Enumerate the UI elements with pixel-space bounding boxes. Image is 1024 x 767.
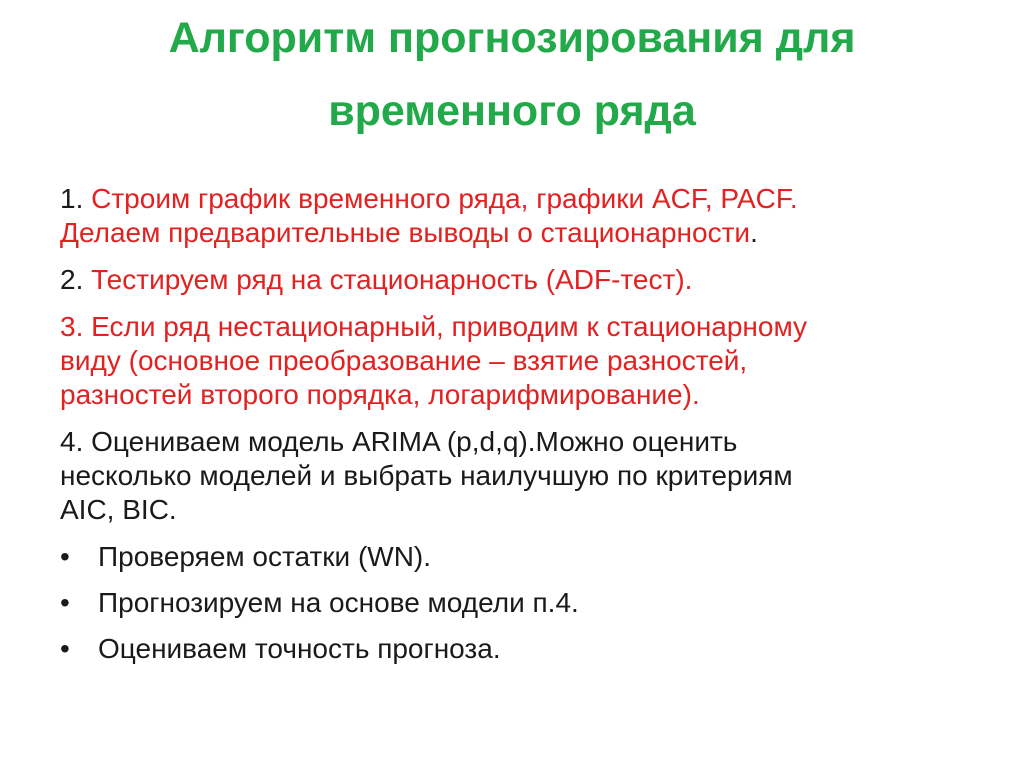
bullet-marker: • (60, 587, 70, 618)
step-2-text-1: Тестируем ряд на стационарность (ADF-тест). (91, 264, 693, 295)
algorithm-steps-list (60, 182, 980, 678)
step-3 (60, 310, 980, 412)
bullet-marker: • (60, 541, 70, 572)
step-2 (60, 263, 980, 297)
step-3-number: 3. (60, 311, 84, 342)
step-4-number: 4. (60, 426, 84, 457)
step-1-text-1: Строим график временного ряда, графики ACF, PACF. (91, 183, 798, 214)
step-4-line-1 (60, 425, 980, 459)
step-1-period: . (750, 217, 758, 248)
step-4 (60, 425, 980, 527)
step-2-number: 2. (60, 264, 84, 295)
step-1-number: 1. (60, 183, 84, 214)
step-1-line-2 (60, 216, 980, 250)
step-3-text-1: Если ряд нестационарный, приводим к стационарному (91, 311, 808, 342)
step-1 (60, 182, 980, 250)
bullet-text: Проверяем остатки (WN). (98, 541, 432, 572)
bullet-marker: • (60, 633, 70, 664)
step-4-line-2: несколько моделей и выбрать наилучшую по критериям (60, 460, 793, 491)
slide-title (0, 2, 1024, 148)
step-2-line-1 (60, 263, 980, 297)
step-3-line-2: виду (основное преобразование – взятие разностей, (60, 345, 748, 376)
step-4-text-1: Оцениваем модель ARIMA (p,d,q).Можно оценить (91, 426, 738, 457)
title-line-2: временного ряда (328, 87, 696, 135)
bullet-item-check-residuals (60, 540, 980, 574)
step-1-line-1 (60, 182, 980, 216)
bullet-text: Оцениваем точность прогноза. (98, 633, 501, 664)
bullet-text: Прогнозируем на основе модели п.4. (98, 587, 579, 618)
step-3-line-3: разностей второго порядка, логарифмирование). (60, 379, 700, 410)
title-line-1: Алгоритм прогнозирования для (168, 14, 856, 62)
step-4-line-3: AIC, BIC. (60, 494, 177, 525)
bullet-item-forecast (60, 586, 980, 620)
step-3-line-1 (60, 310, 980, 344)
bullet-item-accuracy (60, 632, 980, 666)
step-1-text-2: Делаем предварительные выводы о стационарности (60, 217, 751, 248)
